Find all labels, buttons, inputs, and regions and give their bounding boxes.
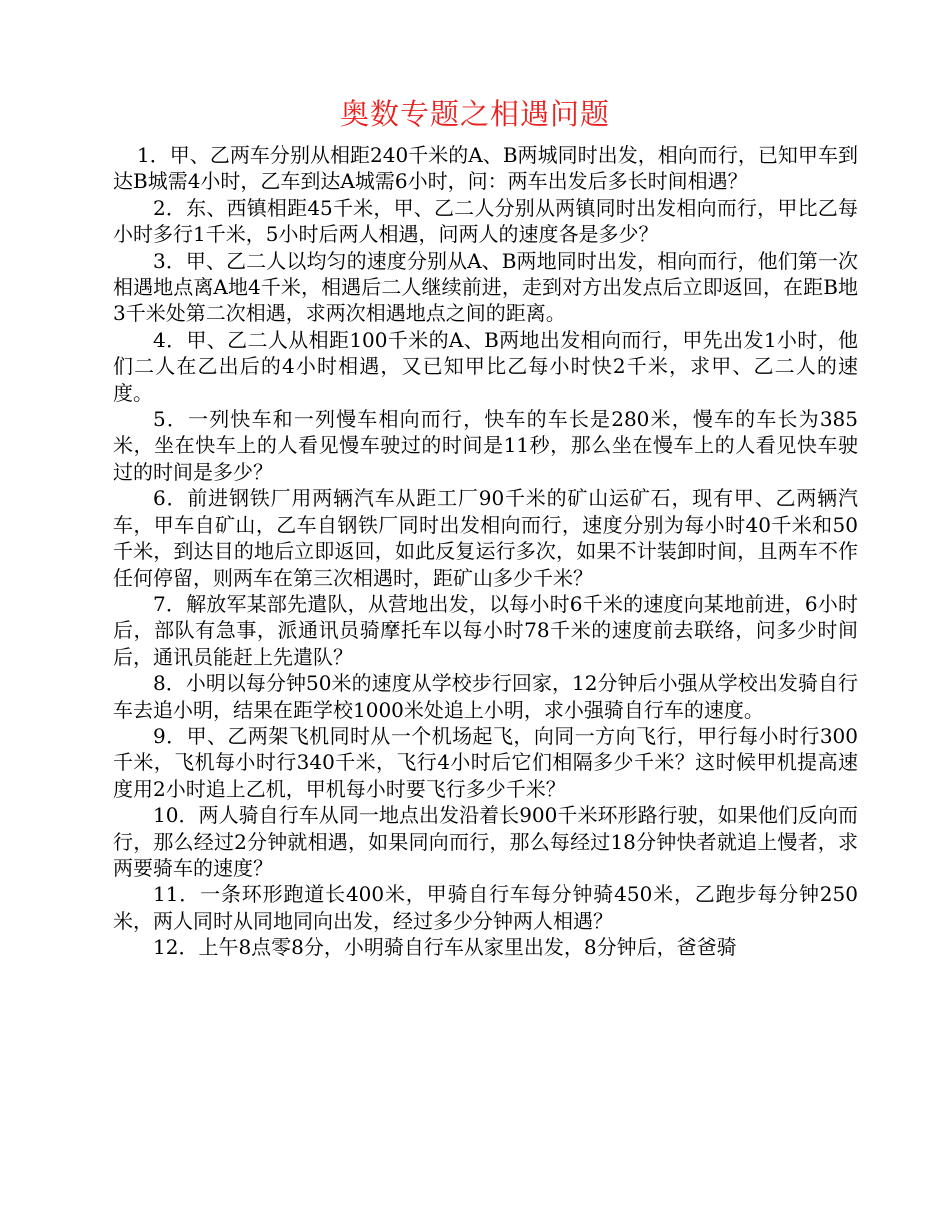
problem-3: 3．甲、乙二人以均匀的速度分别从A、B两地同时出发，相向而行，他们第一次相遇地点离A地4千米，相遇后二人继续前进，走到对方出发点后立即返回，在距B地3千米处第二次相遇，求两次相遇地点之间的距离。 <box>113 248 858 326</box>
problem-12: 12．上午8点零8分，小明骑自行车从家里出发，8分钟后，爸爸骑 <box>153 935 737 960</box>
problem-6: 6．前进钢铁厂用两辆汽车从距工厂90千米的矿山运矿石，现有甲、乙两辆汽车，甲车自矿山，乙车自钢铁厂同时出发相向而行，速度分别为每小时40千米和50千米，到达目的地后立即返回，如此反复运行多次，如果不计装卸时间，且两车不作任何停留，则两车在第三次相遇时，距矿山多少千米？ <box>113 486 858 590</box>
problem-1: 1．甲、乙两车分别从相距240千米的A、B两城同时出发，相向而行，已知甲车到达B城需4小时，乙车到达A城需6小时，问：两车出发后多长时间相遇？ <box>113 143 858 194</box>
page-title: 奥数专题之相遇问题 <box>339 97 610 131</box>
problem-11: 11．一条环形跑道长400米，甲骑自行车每分钟骑450米，乙跑步每分钟250米，两人同时从同地同向出发，经过多少分钟两人相遇？ <box>113 882 858 933</box>
problem-9: 9．甲、乙两架飞机同时从一个机场起飞，向同一方向飞行，甲行每小时行300千米，飞机每小时行340千米，飞行4小时后它们相隔多少千米？这时候甲机提高速度用2小时追上乙机，甲机每小时要飞行多少千米？ <box>113 723 858 801</box>
problem-4: 4．甲、乙二人从相距100千米的A、B两地出发相向而行，甲先出发1小时，他们二人在乙出后的4小时相遇，又已知甲比乙每小时快2千米，求甲、乙二人的速度。 <box>113 327 858 405</box>
problem-10: 10．两人骑自行车从同一地点出发沿着长900千米环形路行驶，如果他们反向而行，那么经过2分钟就相遇，如果同向而行，那么每经过18分钟快者就追上慢者，求两要骑车的速度？ <box>113 803 858 880</box>
problem-8: 8．小明以每分钟50米的速度从学校步行回家，12分钟后小强从学校出发骑自行车去追小明，结果在距学校1000米处追上小明，求小强骑自行车的速度。 <box>113 671 858 722</box>
problem-2: 2．东、西镇相距45千米，甲、乙二人分别从两镇同时出发相向而行，甲比乙每小时多行1千米，5小时后两人相遇，问两人的速度各是多少？ <box>113 195 858 247</box>
problem-7: 7．解放军某部先遣队，从营地出发，以每小时6千米的速度向某地前进，6小时后，部队有急事，派通讯员骑摩托车以每小时78千米的速度前去联络，问多少时间后，通讯员能赶上先遣队？ <box>113 591 858 669</box>
problem-list <box>113 142 858 961</box>
problem-5: 5．一列快车和一列慢车相向而行，快车的车长是280米，慢车的车长为385米，坐在快车上的人看见慢车驶过的时间是11秒，那么坐在慢车上的人看见快车驶过的时间是多少？ <box>113 407 858 484</box>
